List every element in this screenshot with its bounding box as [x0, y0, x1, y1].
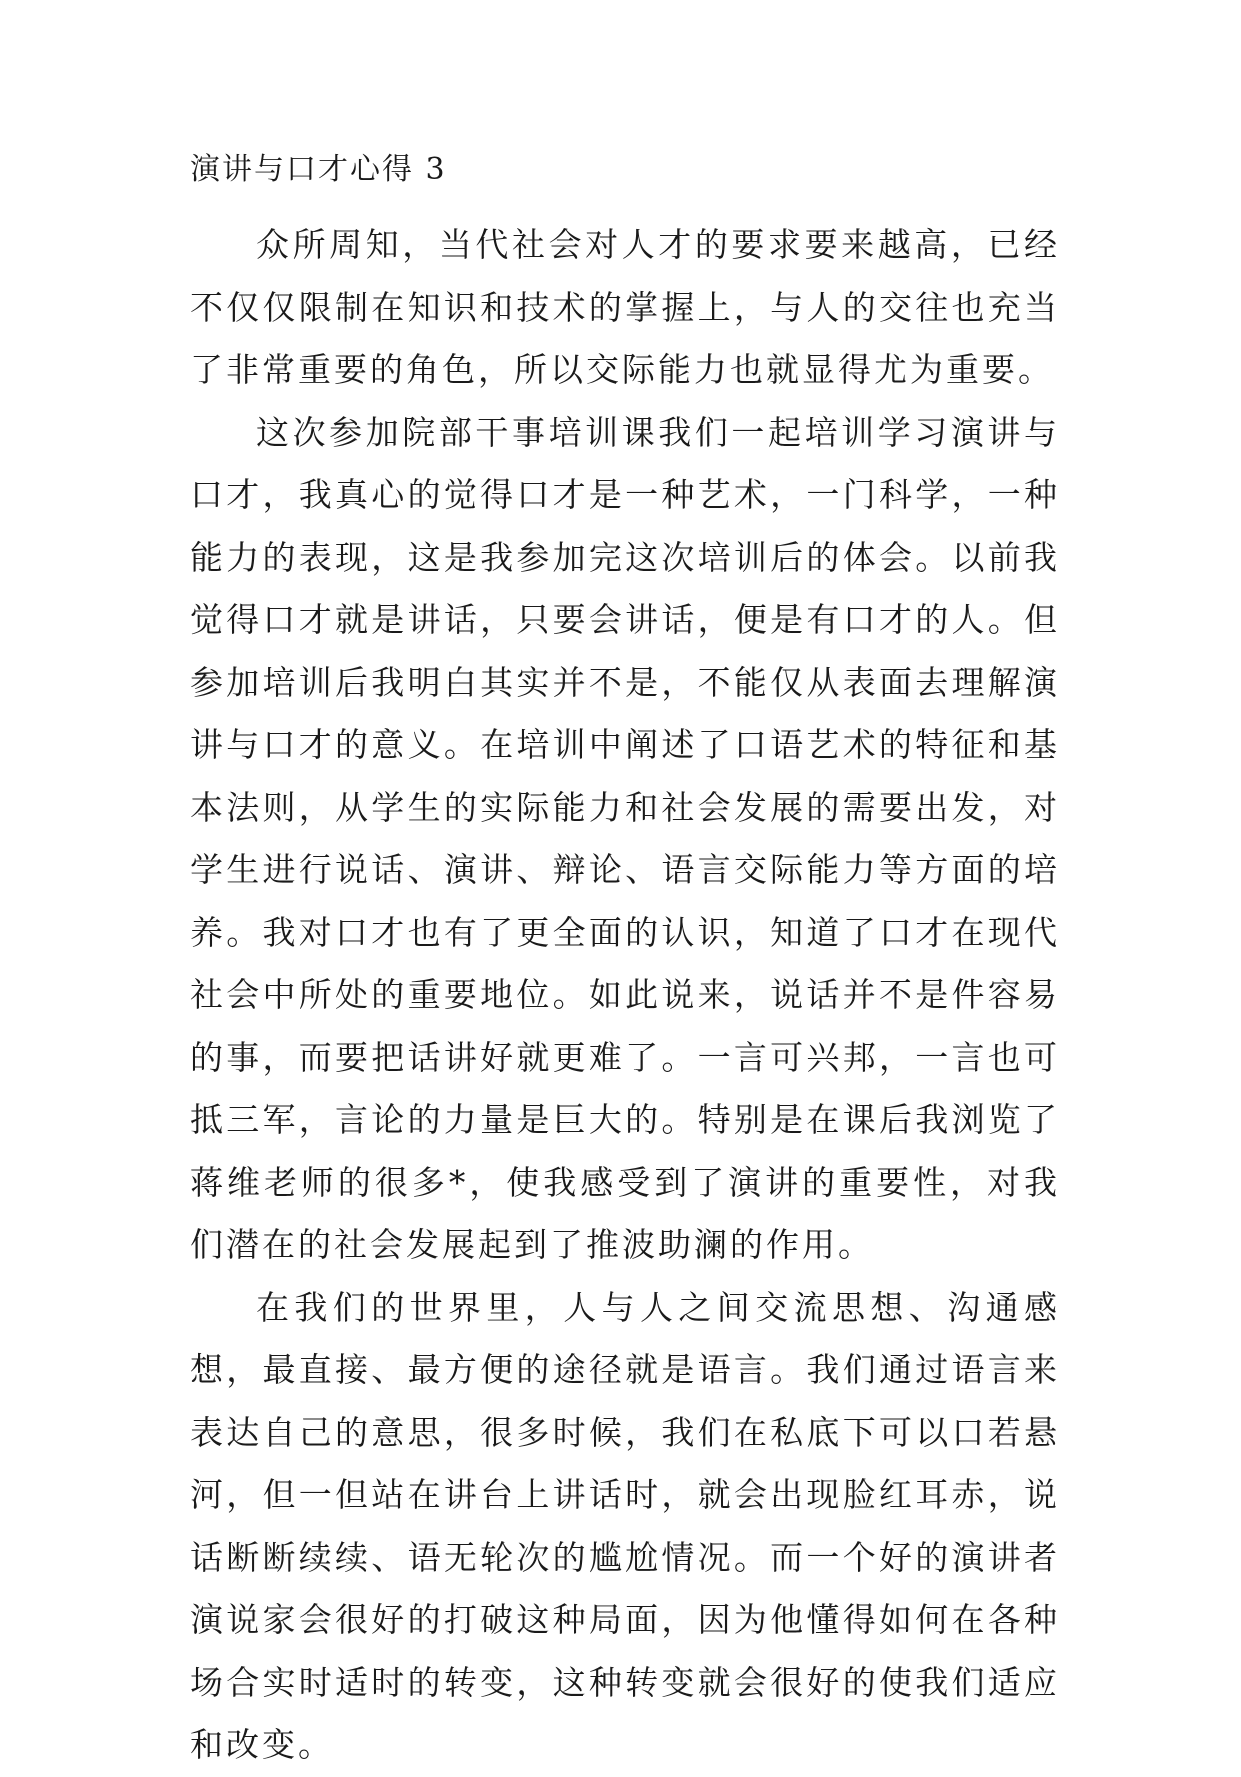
document-page: [190, 150, 1060, 1777]
paragraph-2: 这次参加院部干事培训课我们一起培训学习演讲与口才，我真心的觉得口才是一种艺术，一门科学，一种能力的表现，这是我参加完这次培训后的体会。以前我觉得口才就是讲话，只要会讲话，便是有口才的人。但参加培训后我明白其实并不是，不能仅从表面去理解演讲与口才的意义。在培训中阐述了口语艺术的特征和基本法则，从学生的实际能力和社会发展的需要出发，对学生进行说话、演讲、辩论、语言交际能力等方面的培养。我对口才也有了更全面的认识，知道了口才在现代社会中所处的重要地位。如此说来，说话并不是件容易的事，而要把话讲好就更难了。一言可兴邦，一言也可抵三军，言论的力量是巨大的。特别是在课后我浏览了蒋维老师的很多*，使我感受到了演讲的重要性，对我们潜在的社会发展起到了推波助澜的作用。: [190, 412, 1060, 1264]
paragraph-3: 在我们的世界里，人与人之间交流思想、沟通感想，最直接、最方便的途径就是语言。我们通过语言来表达自己的意思，很多时候，我们在私底下可以口若悬河，但一但站在讲台上讲话时，就会出现脸红耳赤，说话断断续续、语无轮次的尴尬情况。而一个好的演讲者演说家会很好的打破这种局面，因为他懂得如何在各种场合实时适时的转变，这种转变就会很好的使我们适应和改变。: [190, 1287, 1060, 1764]
document-title: 演讲与口才心得 3: [190, 152, 447, 187]
paragraph-1: 众所周知，当代社会对人才的要求要来越高，已经不仅仅限制在知识和技术的掌握上，与人的交往也充当了非常重要的角色，所以交际能力也就显得尤为重要。: [190, 225, 1060, 389]
